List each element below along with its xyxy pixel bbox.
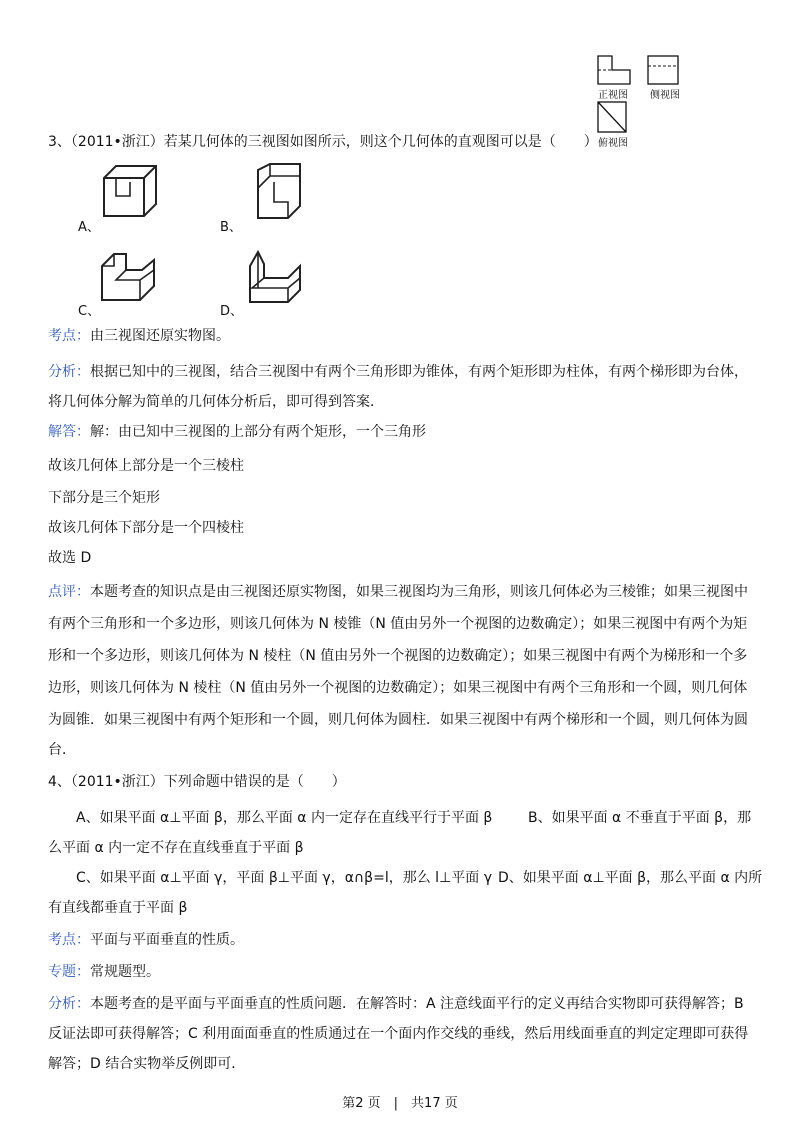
dianping-tag: 点评：	[48, 584, 90, 600]
q3-kaodian	[48, 326, 230, 346]
q4-option-a: A、如果平面 α⊥平面 β，那么平面 α 内一定存在直线平行于平面 β	[76, 810, 493, 826]
q3-option-a-label: A、	[78, 220, 100, 235]
q4-fenxi-tag: 分析：	[48, 996, 90, 1012]
q3-stem: 3、（2011•浙江）若某几何体的三视图如图所示，则这个几何体的直观图可以是（ ）	[48, 134, 598, 150]
q3-jieda-2: 故该几何体上部分是一个三棱柱	[48, 458, 244, 474]
side-view-label: 侧视图	[650, 90, 680, 101]
q4-option-d: D、如果平面 α⊥平面 β，那么平面 α 内所	[498, 870, 763, 886]
q4-kaodian-tag: 考点：	[48, 932, 90, 948]
q3-jieda-3: 下部分是三个矩形	[48, 490, 160, 506]
q3-fenxi-1	[48, 362, 748, 382]
q3-jieda-4: 故该几何体下部分是一个四棱柱	[48, 520, 244, 536]
q3-option-d-label: D、	[220, 304, 244, 319]
q4-kaodian	[48, 930, 244, 950]
q4-option-b: B、如果平面 α 不垂直于平面 β，那	[528, 810, 752, 826]
q3-fenxi-2: 将几何体分解为简单的几何体分析后，即可得到答案．	[48, 394, 384, 410]
q4-fenxi-1	[48, 994, 744, 1014]
q3-option-b-label: B、	[220, 220, 242, 235]
q3-jieda-1	[48, 422, 426, 442]
q4-fenxi-text: 本题考查的是平面与平面垂直的性质问题．在解答时：A 注意线面平行的定义再结合实物即可获得解答；B	[90, 996, 744, 1012]
jieda-text: 解：由已知中三视图的上部分有两个矩形，一个三角形	[90, 424, 426, 440]
q4-fenxi-3: 解答；D 结合实物举反例即可．	[48, 1056, 246, 1072]
page-footer: 第2 页 | 共17 页	[342, 1096, 458, 1111]
kaodian-text: 由三视图还原实物图。	[90, 328, 230, 344]
q3-dianping-2: 有两个三角形和一个多边形，则该几何体为 N 棱锥（N 值由另外一个视图的边数确定）；如果三视图中有两个为矩	[48, 616, 748, 632]
zhuanti-text: 常规题型。	[90, 964, 160, 980]
dianping-text: 本题考查的知识点是由三视图还原实物图，如果三视图均为三角形，则该几何体必为三棱锥；如果三视图中	[90, 584, 748, 600]
q3-option-c-label: C、	[78, 304, 101, 319]
q4-zhuanti	[48, 962, 160, 982]
q3-dianping-6: 台．	[48, 742, 76, 758]
fenxi-text: 根据已知中的三视图，结合三视图中有两个三角形即为锥体，有两个矩形即为柱体，有两个梯形即为台体，	[90, 364, 748, 380]
q4-kaodian-text: 平面与平面垂直的性质。	[90, 932, 244, 948]
jieda-tag: 解答：	[48, 424, 90, 440]
q3-dianping-1	[48, 582, 748, 602]
kaodian-tag: 考点：	[48, 328, 90, 344]
q3-option-d-figure	[244, 248, 314, 318]
front-view-label: 正视图	[598, 90, 628, 101]
fenxi-tag: 分析：	[48, 364, 90, 380]
zhuanti-tag: 专题：	[48, 964, 90, 980]
q4-stem: 4、（2011•浙江）下列命题中错误的是（ ）	[48, 774, 346, 790]
three-view-figure	[590, 48, 700, 148]
q4-option-c: C、如果平面 α⊥平面 γ，平面 β⊥平面 γ，α∩β=l，那么 l⊥平面 γ	[76, 870, 492, 886]
q3-option-a-figure	[96, 162, 166, 232]
q3-dianping-5: 为圆锥．如果三视图中有两个矩形和一个圆，则几何体为圆柱．如果三视图中有两个梯形和一个圆，则几何体为圆	[48, 712, 748, 728]
q4-option-d-cont: 有直线都垂直于平面 β	[48, 900, 188, 916]
top-view-label: 俯视图	[598, 138, 628, 149]
q4-fenxi-2: 反证法即可获得解答；C 利用面面垂直的性质通过在一个面内作交线的垂线，然后用线面垂直的判定定理即可获得	[48, 1026, 749, 1042]
q3-dianping-3: 形和一个多边形，则该几何体为 N 棱柱（N 值由另外一个视图的边数确定）；如果三视图中有两个为梯形和一个多	[48, 648, 748, 664]
q3-option-c-figure	[96, 248, 166, 318]
q3-jieda-5: 故选 D	[48, 550, 92, 566]
q3-option-b-figure	[246, 162, 316, 232]
q4-option-b-cont: 么平面 α 内一定不存在直线垂直于平面 β	[48, 840, 304, 856]
q3-dianping-4: 边形，则该几何体为 N 棱柱（N 值由另外一个视图的边数确定）；如果三视图中有两个三角形和一个圆，则几何体	[48, 680, 748, 696]
